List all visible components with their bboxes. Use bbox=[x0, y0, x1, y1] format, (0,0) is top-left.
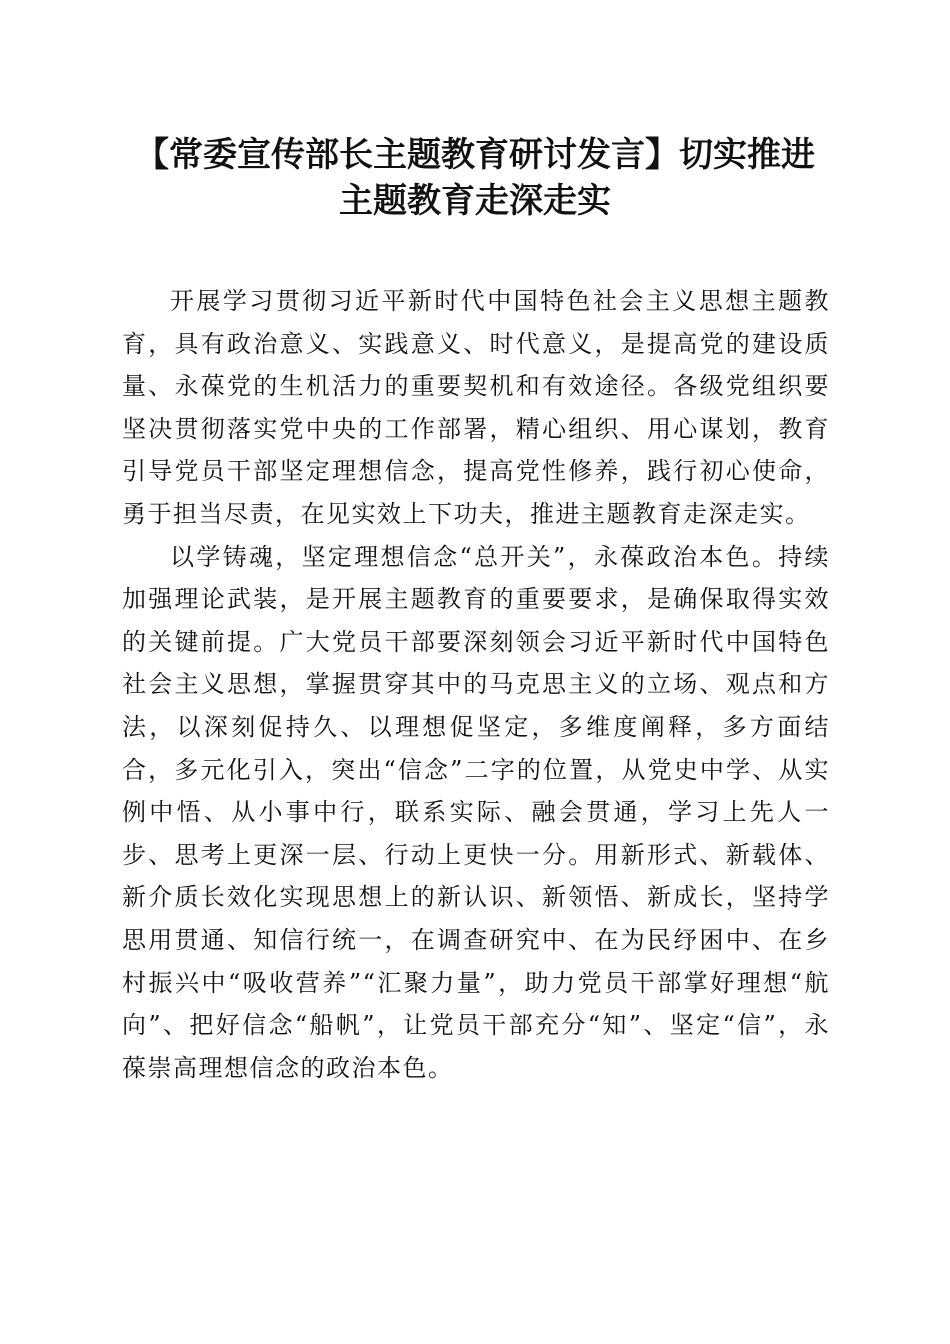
paragraph-ideals: 以学铸魂，坚定理想信念“总开关”，永葆政治本色。持续加强理论武装，是开展主题教育的重要要求，是确保取得实效的关键前提。广大党员干部要深刻领会习近平新时代中国特色社会主义思想，掌握贯穿其中的马克思主义的立场、观点和方法，以深刻促持久、以理想促坚定，多维度阐释，多方面结合，多元化引入，突出“信念”二字的位置，从党史中学、从实例中悟、从小事中行，联系实际、融会贯通，学习上先人一步、思考上更深一层、行动上更快一分。用新形式、新载体、新介质长效化实现思想上的新认识、新领悟、新成长，坚持学思用贯通、知信行统一，在调查研究中、在为民纾困中、在乡村振兴中“吸收营养”“汇聚力量”，助力党员干部掌好理想“航向”、把好信念“船帆”，让党员干部充分“知”、坚定“信”，永葆崇高理想信念的政治本色。 bbox=[122, 542, 830, 1082]
document-title bbox=[100, 132, 850, 224]
title-line-1: 【常委宣传部长主题教育研讨发言】切实推进 bbox=[135, 135, 815, 175]
paragraph-intro: 开展学习贯彻习近平新时代中国特色社会主义思想主题教育，具有政治意义、实践意义、时代意义，是提高党的建设质量、永葆党的生机活力的重要契机和有效途径。各级党组织要坚决贯彻落实党中央的工作部署，精心组织、用心谋划，教育引导党员干部坚定理想信念，提高党性修养，践行初心使命，勇于担当尽责，在见实效上下功夫，推进主题教育走深走实。 bbox=[122, 287, 830, 528]
title-line-2: 主题教育走深走实 bbox=[339, 181, 611, 221]
document-body bbox=[122, 280, 830, 1089]
